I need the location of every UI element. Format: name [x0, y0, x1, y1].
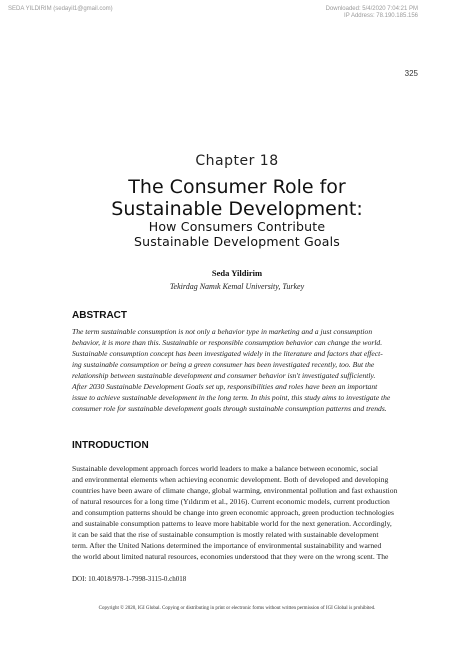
introduction-line: the world about limited natural resources, economies understood that they were on the wrong scent. The: [72, 552, 389, 561]
introduction-line: and sustainable consumption patterns to leave more habitable world for the next generation. Accordingly,: [72, 519, 392, 528]
copyright-notice: Copyright © 2020, IGI Global. Copying or distributing in print or electronic forms without written permission of IGI Global is prohibited.: [98, 606, 376, 611]
abstract-body: [72, 326, 402, 414]
introduction-line: of natural resources for a long time (Yıldırım et al., 2016). Current economic models, current production: [72, 497, 390, 506]
introduction-heading: INTRODUCTION: [72, 440, 149, 451]
doi: DOI: 10.4018/978-1-7998-3115-0.ch018: [72, 575, 187, 583]
author-name: Seda Yildirim: [211, 268, 263, 278]
abstract-line: relationship between sustainable development and consumer behavior isn't investigated sufficiently.: [72, 371, 376, 380]
author-affiliation: Tekirdag Namık Kemal University, Turkey: [169, 282, 305, 291]
abstract-line: The term sustainable consumption is not only a behavior type in marketing and a just consumption: [72, 327, 373, 336]
watermark-downloaded: Downloaded: 5/4/2020 7:04:21 PM: [325, 6, 418, 12]
chapter-subtitle-line-2: Sustainable Development Goals: [134, 234, 340, 249]
chapter-subtitle: [0, 219, 474, 249]
abstract-line: behavior, it is more than this. Sustainable or responsible consumption behavior can change the world.: [72, 338, 383, 347]
chapter-title-line-2: Sustainable Development:: [111, 198, 363, 220]
watermark-ip: IP Address: 78.190.185.156: [344, 13, 418, 19]
abstract-heading: ABSTRACT: [72, 310, 127, 321]
abstract-line: After 2030 Sustainable Development Goals set up, responsibilities and roles have been an important: [72, 382, 378, 391]
chapter-subtitle-line-1: How Consumers Contribute: [148, 219, 326, 234]
introduction-line: countries have been aware of climate change, global warming, environmental pollution and fast exhaustion: [72, 486, 398, 495]
abstract-line: consumer role for sustainable development goals through sustainable consumption patterns and trends.: [72, 404, 387, 413]
abstract-line: ing sustainable consumption or being a green consumer has been investigated recently, too. But the: [72, 360, 375, 369]
introduction-line: and consumption patterns should be change into green economic approach, green production technologies: [72, 508, 395, 517]
introduction-line: it can be said that the rise of sustainable consumption is mostly related with sustainable development: [72, 530, 379, 539]
chapter-title-line-1: The Consumer Role for: [128, 176, 346, 198]
abstract-line: issue to achieve sustainable development in the long term. In this point, this study aims to investigate the: [72, 393, 391, 402]
introduction-line: term. After the United Nations determined the importance of environmental sustainability and warned: [72, 541, 382, 550]
introduction-body: [72, 463, 402, 562]
introduction-line: Sustainable development approach forces world leaders to make a balance between economic, social: [72, 464, 378, 473]
abstract-line: Sustainable consumption concept has been investigated widely in the literature and factors that effect-: [72, 349, 383, 358]
chapter-title: [0, 176, 474, 220]
chapter-label: Chapter 18: [195, 153, 279, 169]
introduction-line: and environmental elements when achieving economic development. Both of developed and developing: [72, 475, 389, 484]
page-number: 325: [404, 69, 418, 78]
watermark-user: SEDA YILDIRIM (sedayil1@gmail.com): [8, 6, 113, 12]
watermark-download-info: [326, 6, 418, 20]
